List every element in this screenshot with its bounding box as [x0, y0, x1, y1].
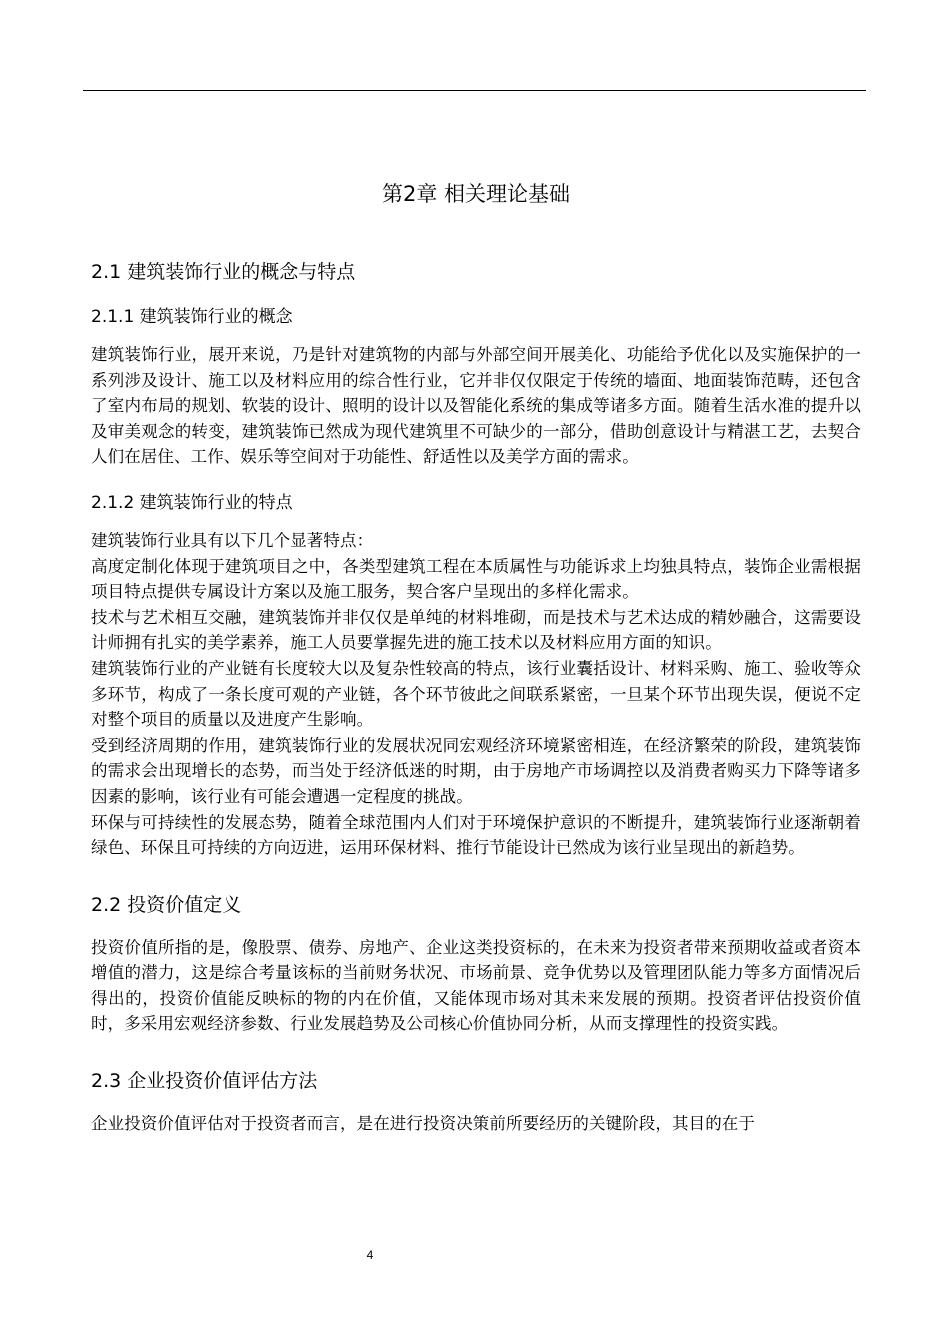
chapter-title: 第2章 相关理论基础	[381, 182, 571, 206]
section-heading-2-1-1: 2.1.1 建筑装饰行业的概念	[91, 307, 293, 327]
header-rule	[83, 90, 866, 91]
paragraph-group-2-1-2	[91, 528, 861, 861]
paragraph-2-1-2-intro: 建筑装饰行业具有以下几个显著特点：	[91, 530, 374, 550]
section-heading-2-2: 2.2 投资价值定义	[91, 893, 242, 916]
page-number: 4	[366, 1248, 374, 1262]
page-content	[91, 176, 861, 1137]
paragraph-2-1-2-item: 建筑装饰行业的产业链有长度较大以及复杂性较高的特点，该行业囊括设计、材料采购、施工、验收等众多环节，构成了一条长度可观的产业链，各个环节彼此之间联系紧密，一旦某个环节出现失误，便说不定对整个项目的质量以及进度产生影响。	[91, 658, 861, 730]
paragraph-2-2: 投资价值所指的是，像股票、债券、房地产、企业这类投资标的，在未来为投资者带来预期收益或者资本增值的潜力，这是综合考量该标的当前财务状况、市场前景、竞争优势以及管理团队能力等多方面情况后得出的，投资价值能反映标的物的内在价值，又能体现市场对其未来发展的预期。投资者评估投资价值时，多采用宏观经济参数、行业发展趋势及公司核心价值协同分析，从而支撑理性的投资实践。	[91, 937, 861, 1034]
section-heading-2-3: 2.3 企业投资价值评估方法	[91, 1070, 318, 1093]
paragraph-2-3: 企业投资价值评估对于投资者而言，是在进行投资决策前所要经历的关键阶段，其目的在于	[91, 1114, 755, 1134]
section-heading-2-1: 2.1 建筑装饰行业的概念与特点	[91, 261, 356, 283]
section-heading-2-1-2: 2.1.2 建筑装饰行业的特点	[91, 492, 293, 513]
paragraph-2-1-2-item: 受到经济周期的作用，建筑装饰行业的发展状况同宏观经济环境紧密相连，在经济繁荣的阶段，建筑装饰的需求会出现增长的态势，而当处于经济低迷的时期，由于房地产市场调控以及消费者购买力下降等诸多因素的影响，该行业有可能会遭遇一定程度的挑战。	[91, 735, 861, 806]
paragraph-2-1-1: 建筑装饰行业，展开来说，乃是针对建筑物的内部与外部空间开展美化、功能给予优化以及实施保护的一系列涉及设计、施工以及材料应用的综合性行业，它并非仅仅限定于传统的墙面、地面装饰范畴，还包含了室内布局的规划、软装的设计、照明的设计以及智能化系统的集成等诸多方面。随着生活水准的提升以及审美观念的转变，建筑装饰已然成为现代建筑里不可缺少的一部分，借助创意设计与精湛工艺，去契合人们在居住、工作、娱乐等空间对于功能性、舒适性以及美学方面的需求。	[91, 345, 861, 467]
paragraph-2-1-2-item: 环保与可持续性的发展态势，随着全球范围内人们对于环境保护意识的不断提升，建筑装饰行业逐渐朝着绿色、环保且可持续的方向迈进，运用环保材料、推行节能设计已然成为该行业呈现出的新趋势。	[91, 812, 861, 858]
paragraph-2-1-2-item: 高度定制化体现于建筑项目之中，各类型建筑工程在本质属性与功能诉求上均独具特点，装饰企业需根据项目特点提供专属设计方案以及施工服务，契合客户呈现出的多样化需求。	[91, 556, 861, 602]
paragraph-2-1-2-item: 技术与艺术相互交融，建筑装饰并非仅仅是单纯的材料堆砌，而是技术与艺术达成的精妙融合，这需要设计师拥有扎实的美学素养，施工人员要掌握先进的施工技术以及材料应用方面的知识。	[91, 607, 861, 653]
